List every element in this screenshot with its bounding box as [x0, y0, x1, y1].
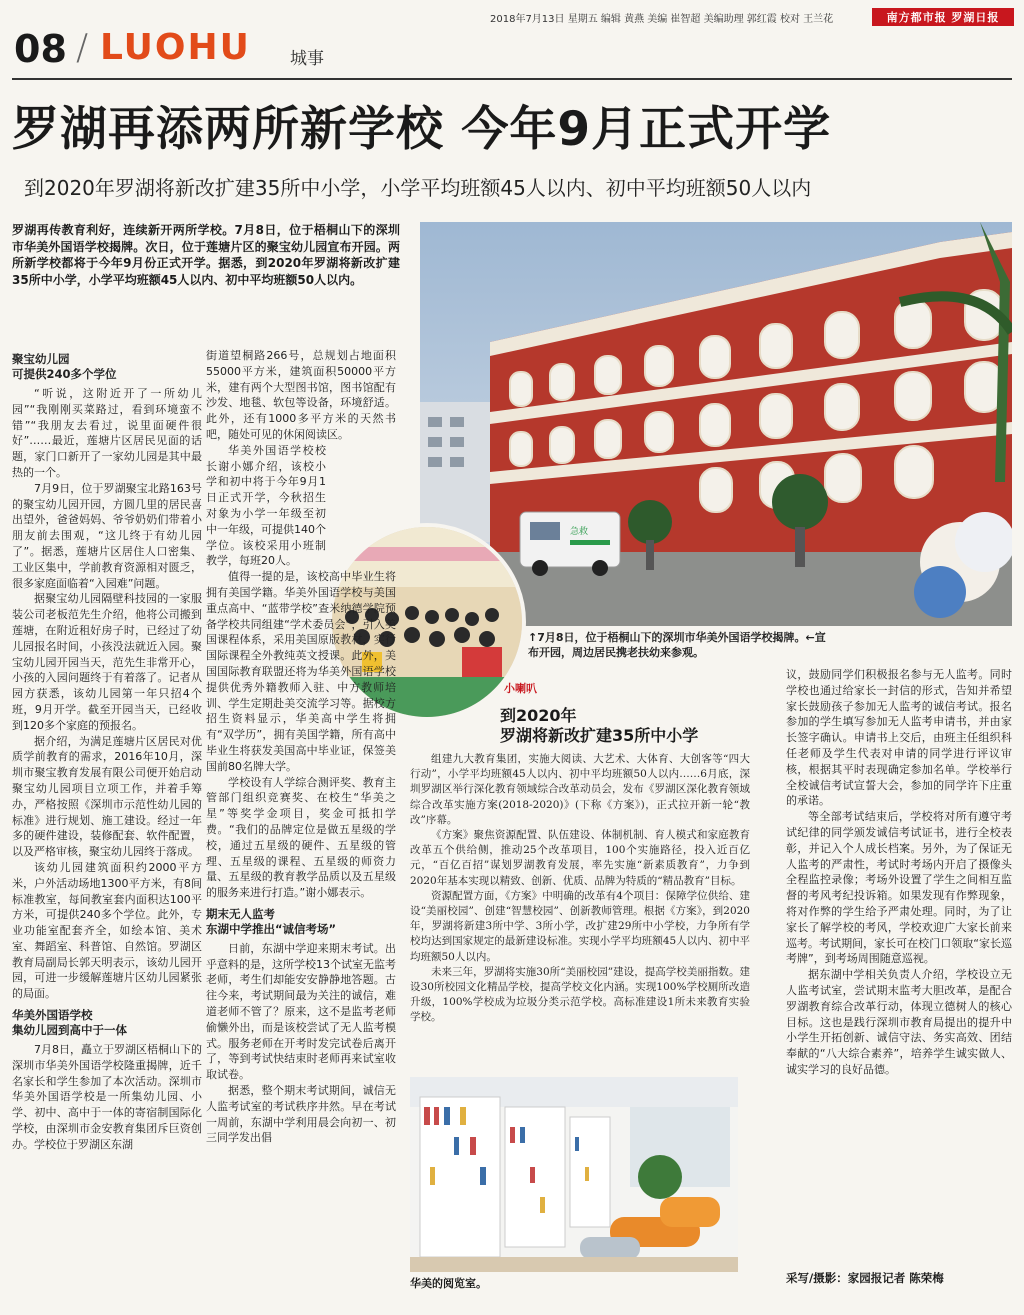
- paragraph: 值得一提的是，该校高中毕业生将拥有美国学籍。华美外国语学校与美国重点高中、“蓝带学校”查米纳德学院预备学校共同组建“学术委员会”，引入美国课程体系，采用美国原版教材，实行国际课程全外教纯英文授课。此外，美国国际教育联盟还将为华美外国语学校提供优秀外籍教师入驻、中方教师培训、学生定期赴美交流学习等。据校方招生资料显示，华美高中学生将拥有“双学历”，拥有美国学籍，所有高中毕业生将获发美国高中毕业证，保签美国前80名牌大学。: [206, 570, 396, 773]
- paragraph: 组建九大教育集团，实施大阅读、大艺术、大体育、大创客等“四大行动”，小学平均班额45人以内、初中平均班额50人以内……6月底，深圳罗湖区举行深化教育领域综合改革动员会，发布《罗湖区深化教育领域综合改革实施方案(2018-2020)》(下称《方案》)，正式拉开新一轮“教改”序幕。: [410, 753, 750, 826]
- paragraph: 等全部考试结束后，学校将对所有遵守考试纪律的同学颁发诚信考试证书，进行全校表彰，并记入个人成长档案。另外，为了保证无人监考的严肃性，考试时考场内开启了摄像头全程监控录像；考场外设置了学生之间相互监督的考风考纪投诉箱。如果发现有作弊现象，将对作弊的学生给予严肃处理。同时，为了让家长了解学校的考风，学校欢迎广大家长前来巡考。考试期间，家长可在校门口领取“家长巡考牌”，到考场周围随意巡视。: [786, 810, 1012, 966]
- header-meta: 2018年7月13日 星期五 编辑 黄燕 美编 崔智超 美编助理 郭红霞 校对 王兰花: [490, 14, 834, 25]
- reading-room-caption: 华美的阅览室。: [410, 1277, 487, 1290]
- paragraph: 学校设有人学综合测评奖、教育主管部门组织竞赛奖、在校生“华美之星”等奖学金项目，奖金可抵扣学费。“我们的品牌定位是做五星级的学校，通过五星级的硬件、五星级的管理、五星级的课程、五星级的师资力量、五星级的教育教学品质以及五星级的服务来进行打造。”谢小娜表示。: [206, 775, 396, 900]
- paragraph: 资源配置方面，《方案》中明确的改革有4个项目：保障学位供给、建设“美丽校园”、创建“智慧校园”、创新教师管理。根据《方案》，到2020年，罗湖将新建3所中学、3所小学，改扩建29所中小学校，力争所有学校均达到国家规定的最新建设标准。实现小学平均班额45人以内、初中平均班额50人以内。: [410, 889, 750, 963]
- header-rule: [12, 78, 1012, 80]
- lead-paragraph: 罗湖再传教育利好，连续新开两所学校。7月8日，位于梧桐山下的深圳市华美外国语学校揭牌。次日，位于莲塘片区的聚宝幼儿园宣布开园。两所新学校都将于今年9月份正式开学。据悉，到2020年罗湖将新改扩建35所中小学，小学平均班额45人以内、初中平均班额50人以内。: [12, 223, 400, 287]
- paragraph: 华美外国语学校校长谢小娜介绍，该校小学和初中将于今年9月1日正式开学，今秋招生对象为小学一年级至初中一年级，可提供140个学位。该校采用小班制教学，每班20人。: [206, 443, 326, 568]
- paragraph: 街道望桐路266号，总规划占地面积55000平方米，建筑面积50000平方米，建有两个大型图书馆，图书馆配有沙发、地毯、软包等设备，环境舒适。此外，还有1000多平方米的天然书吧，随处可见的休闲阅读区。: [206, 349, 396, 441]
- paragraph: 未来三年，罗湖将实施30所“美丽校园”建设，提高学校美丽指数。建设30所校园文化精品学校，提高学校文化内涵。实现100%学校厕所改造升级，100%学校成为垃圾分类示范学校。高标准建设1所未来教育实验学校。: [410, 965, 750, 1024]
- column-1: [12, 346, 202, 1276]
- paragraph: “听说，这附近开了一所幼儿园”“我刚刚买菜路过，看到环境蛮不错”“我朋友去看过，说里面硬件很好”……最近，莲塘片区居民见面的话题，家门口新开了一家幼儿园是其中最热的一个。: [12, 387, 202, 479]
- section-title-donghu: [206, 907, 396, 937]
- headline: 罗湖再添两所新学校 今年9月正式开学: [12, 102, 832, 157]
- paragraph: 据介绍，为满足莲塘片区居民对优质学前教育的需求，2016年10月，深圳市聚宝教育发展有限公司便开始启动聚宝幼儿园项目立项工作，并着手筹办，严格按照《深圳市示范性幼儿园的标准》进行规划、施工建设。经过一年多的硬件建设，装修配套、软件配置，以及严格审核，聚宝幼儿园终于落成。: [12, 734, 202, 859]
- sidebar-body: [410, 752, 750, 1026]
- sec2-subtitle: 集幼儿园到高中于一体: [12, 1023, 127, 1038]
- sec2-title: 华美外国语学校: [12, 1008, 93, 1023]
- main-photo-caption: ↑7月8日，位于梧桐山下的深圳市华美外国语学校揭牌。←宣布开园，周边居民携老扶幼来参观。: [528, 631, 826, 659]
- section-title-jubao: [12, 352, 202, 382]
- sec3-subtitle: 东湖中学推出“诚信考场”: [206, 921, 337, 936]
- column-4: [786, 667, 1012, 1263]
- sidebar-tag: 小喇叭: [504, 682, 537, 695]
- sidebar-title: 到2020年 罗湖将新改扩建35所中小学: [500, 706, 699, 745]
- subheadline: 到2020年罗湖将新改扩建35所中小学，小学平均班额45人以内、初中平均班额50人以内: [24, 176, 812, 200]
- newspaper-brand: 南方都市报 罗湖日报: [872, 8, 1014, 26]
- paragraph: 7月8日，矗立于罗湖区梧桐山下的深圳市华美外国语学校隆重揭牌，近千名家长和学生参加了本次活动。深圳市华美外国语学校是一所集幼儿园、小学、初中、高中于一体的寄宿制国际化学校，由深圳市金安教育集团斥巨资创办。学校位于罗湖区东湖: [12, 1043, 202, 1151]
- sec3-title: 期末无人监考: [206, 906, 275, 921]
- page-number: 08: [14, 27, 67, 71]
- paragraph: 《方案》聚焦资源配置、队伍建设、体制机制、育人模式和家庭教育改革五个供给侧，推动25个改革项目，100个实施路径，投入近百亿元，“百亿百招”谋划罗湖教育发展，率先实施“新素质教育”，力争到2020年基本实现以精致、创新、优质、品牌为特质的“精品教育”目标。: [410, 829, 750, 887]
- column-2: [206, 348, 396, 1278]
- paragraph: 日前，东湖中学迎来期末考试。出乎意料的是，这所学校13个试室无监考老师，考生们却能安安静静地答题。古往今来，考试期间最为关注的诚信，难道老师不管了？原来，这不是监考老师偷懒外出，而是该校尝试了无人监考模式。服务老师在开考时发完试卷后离开了，等到考试快结束时老师再来试室收取试卷。: [206, 941, 396, 1082]
- section-name: LUOHU: [100, 27, 251, 68]
- sec1-title: 聚宝幼儿园: [12, 352, 70, 366]
- section-category: 城事: [290, 49, 324, 69]
- paragraph: 据聚宝幼儿园隔壁科技园的一家服装公司老板范先生介绍，他将公司搬到莲塘，在附近租好房子时，已经过了幼儿园报名时间，小孩没法就近入园。聚宝幼儿园开园当天，范先生非常开心，小孩的入园问题终于有着落了。记者从园方获悉，该幼儿园第一年只招4个班，9月开学。截至开园当天，已经收到120多个家庭的预报名。: [12, 592, 202, 732]
- ambulance-label: 急救: [570, 527, 589, 537]
- paragraph: 7月9日，位于罗湖聚宝北路163号的聚宝幼儿园开园，方圆几里的居民喜出望外，爸爸妈妈、爷爷奶奶们带着小朋友前去围观，“这儿终于有幼儿园了”。据悉，莲塘片区居住人口密集、工业区集中，学前教育资源相对匮乏，很多家庭面临着“入园难”问题。: [12, 481, 202, 590]
- paragraph: 该幼儿园建筑面积约2000平方米，户外活动场地1300平方米，有8间标准教室，每间教室套内面积达100平方米，可提供240多个学位。此外，专业功能室配套齐全，如绘本馆、美术室、舞蹈室、科普馆、自然馆。罗湖区教育局副局长郭天明表示，该幼儿园开园，可进一步缓解莲塘片区幼儿园紧张的局面。: [12, 860, 202, 1001]
- sec1-subtitle: 可提供240多个学位: [12, 367, 117, 381]
- reading-room-photo: [410, 1077, 738, 1272]
- paragraph: 据东湖中学相关负责人介绍，学校设立无人监考试室，尝试期末监考大胆改革，是配合罗湖教育综合改革行动，体现立德树人的核心目标。这也是践行深圳市教育局提出的提升中小学生开拓创新、诚信守法、务实高效、团结奉献的“八大综合素养”，培养学生诚实做人、诚实学习的良好品德。: [786, 968, 1012, 1076]
- paragraph: 据悉，整个期末考试期间，诚信无人监考试室的考试秩序井然。早在考试一周前，东湖中学利用晨会向初一、初三同学发出倡: [206, 1084, 396, 1145]
- page-slash: /: [76, 27, 89, 68]
- section-title-huamei: [12, 1008, 202, 1038]
- paragraph: 议，鼓励同学们积极报名参与无人监考。同时学校也通过给家长一封信的形式，告知并希望家长鼓励孩子参加无人监考的诚信考试。报名参加的学生填写参加无人监考申请书，并由家长签字确认。申请书上交后，由班主任组织科任老师及学生代表对申请的同学进行评议审核，根据其平时表现确定参加名单。学校举行全校诚信考试宣誓大会，参加的同学许下庄重的承诺。: [786, 668, 1012, 808]
- byline: 采写/摄影：家园报记者 陈荣梅: [786, 1271, 944, 1285]
